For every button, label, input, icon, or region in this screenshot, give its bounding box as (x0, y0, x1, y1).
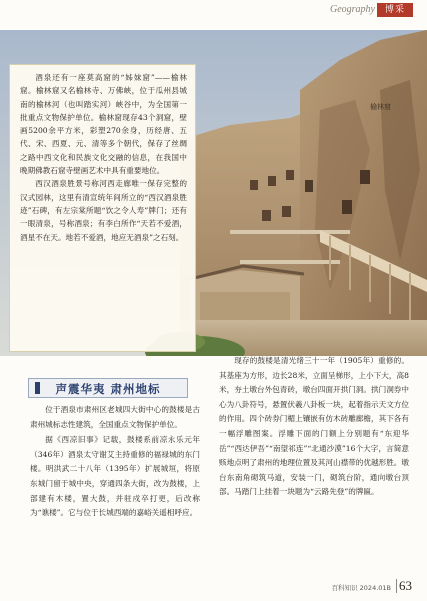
right-column (219, 354, 409, 500)
footer-source: 百科知识 2024.01B (331, 584, 391, 592)
body-paragraph: 据《西凉旧事》记载，鼓楼系前凉永乐元年（346年）酒泉太守谢艾主持重修的福禄城的东门楼。明洪武二十八年（1395年）扩展城垣，将原东城门留于城中央，穿通四条大街，改为鼓楼，上部建有木楼，置大鼓，并驻戍卒打更，后改称为“谯楼”。它与位于长城西端的嘉峪关遥相呼应。 (30, 435, 200, 518)
left-column (30, 403, 200, 521)
intro-text-box (9, 64, 196, 352)
intro-paragraph: 西汉酒泉胜景号称河西走廊唯一保存完整的汉式园林，这里有清宣统年间所立的“西汉酒泉胜迹”石碑，有左宗棠所题“饮之令人寿”牌门；还有一眼清泉，号称酒泉；有李白所作“天若不爱酒，酒星不在天。地若不爱酒，地应无酒泉”之石刻。 (20, 179, 187, 242)
page-number: 63 (399, 578, 412, 593)
footer-divider (396, 579, 397, 593)
photo-caption: 榆林窟 (370, 103, 391, 111)
section-label: Geography (330, 4, 375, 15)
section-title: 声震华夷 肃州地标 (55, 382, 161, 396)
body-paragraph: 现存的鼓楼是清光绪三十一年（1905年）重修的。其基座为方形，边长28米，立面呈梯形，上小下大，高8米，夯土墩台外包青砖，墩台四面开拱门洞。拱门洞券中心为八卦符号，悬置伏羲八卦板一块，起着指示天文方位的作用。四个砖券门楣上镶嵌有仿木砖雕廊檐，其下各有一幅浮雕图案。浮雕下面的门额上分别题有“东迎华岳”“西达伊吾”“南望祁连”“北通沙漠”16个大字，言简意赅地点明了肃州的地理位置及其河山襟带的优越形胜。墩台东南角砌筑马道，安装一门，砌筑台阶，通向墩台顶部。马踏门上挂着一块题为“云路先登”的牌匾。 (219, 356, 409, 497)
intro-paragraph: 酒泉还有一座莫高窟的“姊妹窟”——榆林窟。榆林窟又名榆林寺、万佛峡，位于瓜州县城南的榆林河（也叫踏实河）峡谷中，为全国第一批重点文物保护单位。榆林窟现存43个洞窟，壁画5200余平方米，彩塑270余身，历经唐、五代、宋、西夏、元、清等多个朝代，保存了丝绸之路中西文化和民族文化交融的信息，在我国中晚期佛教石窟寺壁画艺术中具有重要地位。 (20, 73, 187, 176)
body-paragraph: 位于酒泉市肃州区老城四大街中心的鼓楼是古肃州城标志性建筑，全国重点文物保护单位。 (30, 405, 200, 429)
section-tag: 博采 (377, 3, 413, 17)
section-heading (28, 378, 188, 398)
